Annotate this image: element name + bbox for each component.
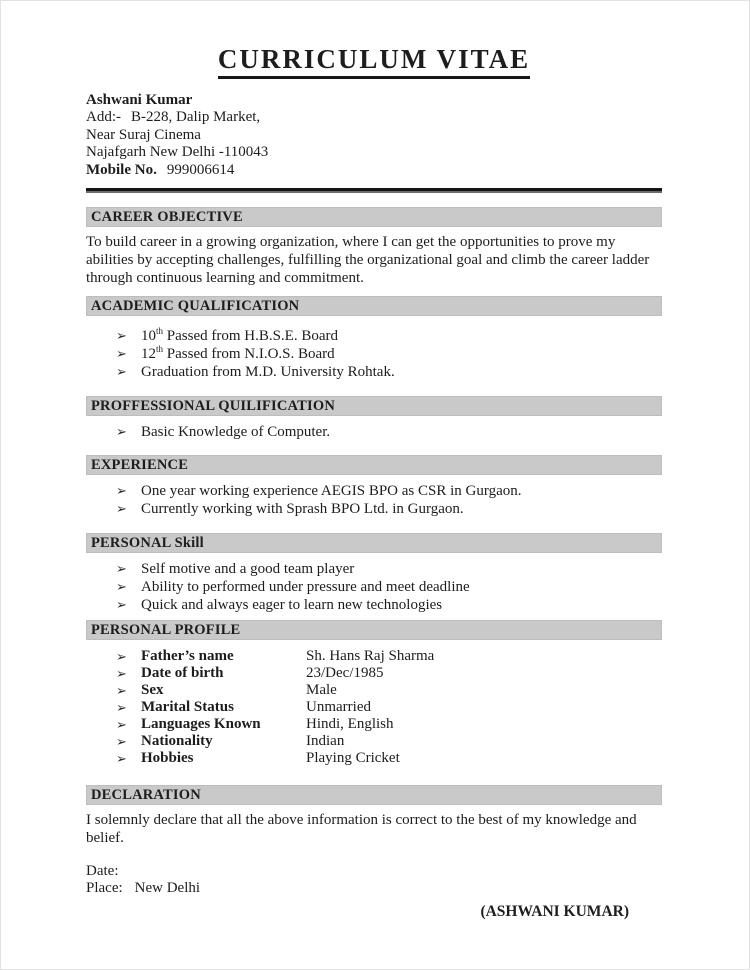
place-label: Place:	[86, 880, 123, 897]
profile-row	[86, 682, 662, 699]
profile-value: Hindi, English	[306, 716, 394, 733]
profile-label: Date of birth	[141, 665, 224, 682]
section-heading-personal-profile: PERSONAL PROFILE	[86, 620, 662, 640]
declaration-text: I solemnly declare that all the above information is correct to the best of my knowledge and belief.	[86, 812, 637, 847]
profile-row	[86, 733, 662, 750]
qualification-text: Graduation from M.D. University Rohtak.	[141, 364, 395, 381]
profile-value: Sh. Hans Raj Sharma	[306, 648, 435, 665]
section-heading-experience: EXPERIENCE	[86, 455, 662, 475]
personal-skill-list	[86, 560, 662, 614]
profile-row	[86, 699, 662, 716]
arrow-bullet-icon: ➢	[116, 751, 127, 767]
profile-value: Unmarried	[306, 699, 371, 716]
list-item	[86, 560, 662, 578]
address-line-1	[86, 109, 662, 127]
professional-qualification-list	[86, 423, 662, 441]
personal-profile-table	[86, 648, 662, 767]
arrow-bullet-icon: ➢	[116, 561, 127, 577]
list-item	[86, 578, 662, 596]
experience-list	[86, 482, 662, 518]
arrow-bullet-icon: ➢	[116, 683, 127, 699]
arrow-bullet-icon: ➢	[116, 346, 127, 362]
list-item	[86, 500, 662, 518]
header-divider	[86, 188, 662, 193]
qualification-text	[141, 327, 662, 345]
section-heading-career-objective: CAREER OBJECTIVE	[86, 207, 662, 227]
arrow-bullet-icon: ➢	[116, 579, 127, 595]
mobile-label: Mobile No.	[86, 161, 157, 178]
qualification-num: 10	[141, 328, 156, 345]
address-street: B-228, Dalip Market,	[131, 109, 261, 126]
career-objective-text: To build career in a growing organization, where I can get the opportunities to prove my abilities by accepting challenges, fulfilling the organizational goal and climb the career ladder through continuous learning and commitment.	[86, 234, 650, 287]
arrow-bullet-icon: ➢	[116, 501, 127, 517]
qualification-text: Basic Knowledge of Computer.	[141, 424, 331, 441]
skill-text: Self motive and a good team player	[141, 561, 355, 578]
list-item	[86, 363, 662, 381]
section-heading-academic-qualification: ACADEMIC QUALIFICATION	[86, 296, 662, 316]
date-line: Date:	[86, 863, 119, 880]
qualification-detail: Passed from H.B.S.E. Board	[163, 328, 339, 345]
list-item	[86, 482, 662, 500]
profile-label: Nationality	[141, 733, 213, 750]
profile-label: Marital Status	[141, 699, 234, 716]
profile-label: Languages Known	[141, 716, 261, 733]
qualification-text	[141, 345, 662, 363]
arrow-bullet-icon: ➢	[116, 328, 127, 344]
arrow-bullet-icon: ➢	[116, 649, 127, 665]
place-value: New Delhi	[134, 880, 201, 897]
contact-block	[86, 92, 662, 180]
arrow-bullet-icon: ➢	[116, 483, 127, 499]
mobile-line	[86, 162, 662, 180]
profile-value: Indian	[306, 733, 345, 750]
address-label: Add:-	[86, 109, 121, 126]
section-heading-personal-skill: PERSONAL Skill	[86, 533, 662, 553]
section-heading-professional-qualification: PROFFESSIONAL QUILIFICATION	[86, 396, 662, 416]
mobile-number: 999006614	[166, 161, 235, 178]
academic-qualification-list	[86, 327, 662, 381]
profile-row	[86, 665, 662, 682]
ordinal-suffix: th	[156, 344, 164, 355]
list-item	[86, 423, 662, 441]
arrow-bullet-icon: ➢	[116, 364, 127, 380]
profile-row	[86, 750, 662, 767]
profile-row	[86, 716, 662, 733]
signature-name: (ASHWANI KUMAR)	[480, 903, 629, 921]
title-wrap	[86, 45, 662, 79]
profile-label: Hobbies	[141, 750, 194, 767]
address-line-2: Near Suraj Cinema	[86, 126, 201, 143]
list-item	[86, 596, 662, 614]
list-item	[86, 327, 662, 345]
experience-text: Currently working with Sprash BPO Ltd. in Gurgaon.	[141, 501, 464, 518]
arrow-bullet-icon: ➢	[116, 597, 127, 613]
candidate-name: Ashwani Kumar	[86, 91, 193, 108]
profile-row	[86, 648, 662, 665]
qualification-num: 12	[141, 346, 156, 363]
profile-label: Sex	[141, 682, 164, 699]
profile-value: Male	[306, 682, 337, 699]
experience-text: One year working experience AEGIS BPO as CSR in Gurgaon.	[141, 483, 522, 500]
arrow-bullet-icon: ➢	[116, 717, 127, 733]
footer-block	[86, 863, 662, 897]
section-heading-declaration: DECLARATION	[86, 785, 662, 805]
ordinal-suffix: th	[156, 326, 164, 337]
arrow-bullet-icon: ➢	[116, 666, 127, 682]
list-item	[86, 345, 662, 363]
place-line	[86, 880, 662, 897]
qualification-detail: Passed from N.I.O.S. Board	[163, 346, 335, 363]
arrow-bullet-icon: ➢	[116, 424, 127, 440]
skill-text: Ability to performed under pressure and meet deadline	[141, 579, 470, 596]
profile-value: 23/Dec/1985	[306, 665, 384, 682]
arrow-bullet-icon: ➢	[116, 700, 127, 716]
skill-text: Quick and always eager to learn new technologies	[141, 597, 443, 614]
page-title: CURRICULUM VITAE	[218, 45, 530, 79]
address-line-3: Najafgarh New Delhi -110043	[86, 144, 269, 161]
profile-label: Father’s name	[141, 648, 234, 665]
arrow-bullet-icon: ➢	[116, 734, 127, 750]
profile-value: Playing Cricket	[306, 750, 400, 767]
